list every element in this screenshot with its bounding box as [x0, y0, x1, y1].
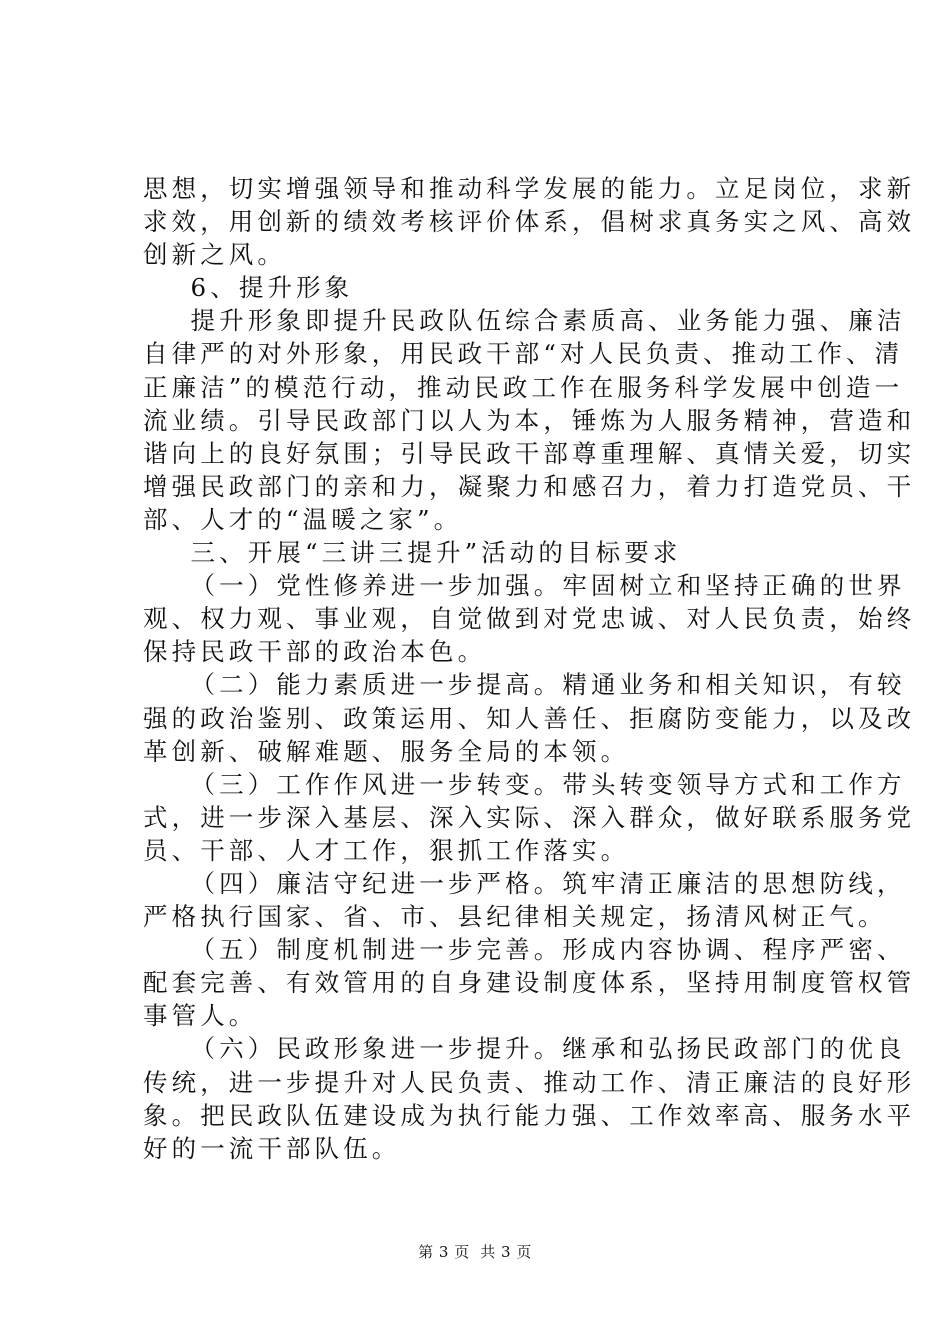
text-line: （一）党性修养进一步加强。牢固树立和坚持正确的世界	[143, 571, 906, 601]
text-line: 革创新、破解难题、服务全局的本领。	[143, 736, 630, 766]
text-line: 好的一流干部队伍。	[143, 1133, 401, 1163]
text-line: 事管人。	[143, 1001, 258, 1031]
page-number: 第 3 页 共 3 页	[418, 1243, 532, 1261]
text-line: 求效，用创新的绩效考核评价体系，倡树求真务实之风、高效	[143, 207, 916, 237]
text-line: 保持民政干部的政治本色。	[143, 637, 487, 667]
text-line: 象。把民政队伍建设成为执行能力强、工作效率高、服务水平	[143, 1100, 916, 1130]
text-line: 提升形象即提升民政队伍综合素质高、业务能力强、廉洁	[143, 306, 906, 336]
text-line: 员、干部、人才工作，狠抓工作落实。	[143, 835, 630, 865]
section-heading: 三、开展“三讲三提升”活动的目标要求	[143, 538, 682, 568]
text-line: 强的政治鉴别、政策运用、知人善任、拒腐防变能力，以及改	[143, 703, 916, 733]
text-line: （二）能力素质进一步提高。精通业务和相关知识，有较	[143, 670, 906, 700]
text-line: 正廉洁”的模范行动，推动民政工作在服务科学发展中创造一	[143, 372, 904, 402]
document-body	[143, 172, 916, 1165]
text-line: 增强民政部门的亲和力，凝聚力和感召力，着力打造党员、干	[143, 471, 916, 501]
text-line: 思想，切实增强领导和推动科学发展的能力。立足岗位，求新	[143, 174, 916, 203]
text-line: 配套完善、有效管用的自身建设制度体系，坚持用制度管权管	[143, 968, 916, 998]
text-line: 严格执行国家、省、市、县纪律相关规定，扬清风树正气。	[143, 902, 887, 932]
text-line: 自律严的对外形象，用民政干部“对人民负责、推动工作、清	[143, 339, 904, 369]
text-line: 传统，进一步提升对人民负责、推动工作、清正廉洁的良好形	[143, 1067, 916, 1097]
text-line: 式，进一步深入基层、深入实际、深入群众，做好联系服务党	[143, 802, 916, 832]
text-line: 观、权力观、事业观，自觉做到对党忠诚、对人民负责，始终	[143, 604, 916, 634]
section-heading: 6、提升形象	[143, 273, 354, 303]
text-line: （四）廉洁守纪进一步严格。筑牢清正廉洁的思想防线，	[143, 868, 906, 898]
text-line: 谐向上的良好氛围；引导民政干部尊重理解、真情关爱，切实	[143, 438, 916, 468]
text-line: 创新之风。	[143, 240, 286, 270]
text-line: 部、人才的“温暖之家”。	[143, 504, 463, 534]
text-line: （五）制度机制进一步完善。形成内容协调、程序严密、	[143, 935, 906, 965]
text-line: （三）工作作风进一步转变。带头转变领导方式和工作方	[143, 769, 906, 799]
text-line: 流业绩。引导民政部门以人为本，锤炼为人服务精神，营造和	[143, 405, 916, 435]
text-line: （六）民政形象进一步提升。继承和弘扬民政部门的优良	[143, 1034, 906, 1064]
